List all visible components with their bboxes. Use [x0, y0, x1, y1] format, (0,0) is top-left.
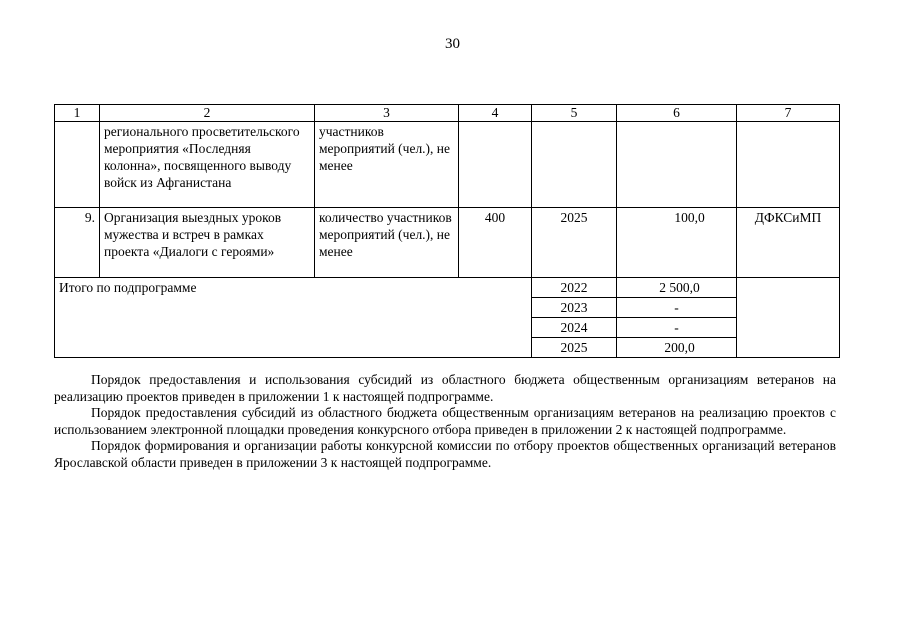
cell-indicator: количество участников мероприятий (чел.), не менее [315, 208, 459, 278]
header-cell: 7 [737, 105, 840, 122]
total-amount: - [617, 318, 737, 338]
header-cell: 1 [55, 105, 100, 122]
header-cell: 2 [100, 105, 315, 122]
header-cell: 4 [459, 105, 532, 122]
header-cell: 5 [532, 105, 617, 122]
cell-num [55, 122, 100, 208]
cell-executor [737, 122, 840, 208]
total-amount: 2 500,0 [617, 278, 737, 298]
table-row-9 [55, 208, 840, 278]
table-header-row [55, 105, 840, 122]
total-label: Итого по подпрограмме [55, 278, 532, 358]
total-amount: 200,0 [617, 338, 737, 358]
cell-amount: 100,0 [617, 208, 737, 278]
total-amount: - [617, 298, 737, 318]
table-row-continued [55, 122, 840, 208]
total-year: 2022 [532, 278, 617, 298]
cell-executor: ДФКСиМП [737, 208, 840, 278]
cell-year [532, 122, 617, 208]
program-table [54, 104, 840, 358]
total-year: 2023 [532, 298, 617, 318]
cell-name: регионального просветительского мероприятия «Последняя колонна», посвященного выводу войск из Афганистана [100, 122, 315, 208]
cell-value: 400 [459, 208, 532, 278]
cell-value [459, 122, 532, 208]
total-row [55, 278, 840, 298]
cell-year: 2025 [532, 208, 617, 278]
total-year: 2025 [532, 338, 617, 358]
total-year: 2024 [532, 318, 617, 338]
total-executor-blank [737, 278, 840, 358]
cell-name: Организация выездных уроков мужества и встреч в рамках проекта «Диалоги с героями» [100, 208, 315, 278]
header-cell: 6 [617, 105, 737, 122]
header-cell: 3 [315, 105, 459, 122]
cell-amount [617, 122, 737, 208]
paragraph: Порядок предоставления субсидий из областного бюджета общественным организациям ветеранов на реализацию проектов с использованием электронной площадки проведения конкурсного отбора приведен в приложении 2 к настоящей подпрограмме. [54, 405, 836, 437]
cell-indicator: участников мероприятий (чел.), не менее [315, 122, 459, 208]
cell-num: 9. [55, 208, 100, 278]
page-number: 30 [445, 36, 460, 52]
paragraph: Порядок предоставления и использования субсидий из областного бюджета общественным организациям ветеранов на реализацию проектов приведен в приложении 1 к настоящей подпрограмме. [54, 372, 836, 404]
paragraph: Порядок формирования и организации работы конкурсной комиссии по отбору проектов общественных организаций ветеранов Ярославской области приведен в приложении 3 к настоящей подпрограмме. [54, 438, 836, 470]
body-text [54, 372, 836, 471]
